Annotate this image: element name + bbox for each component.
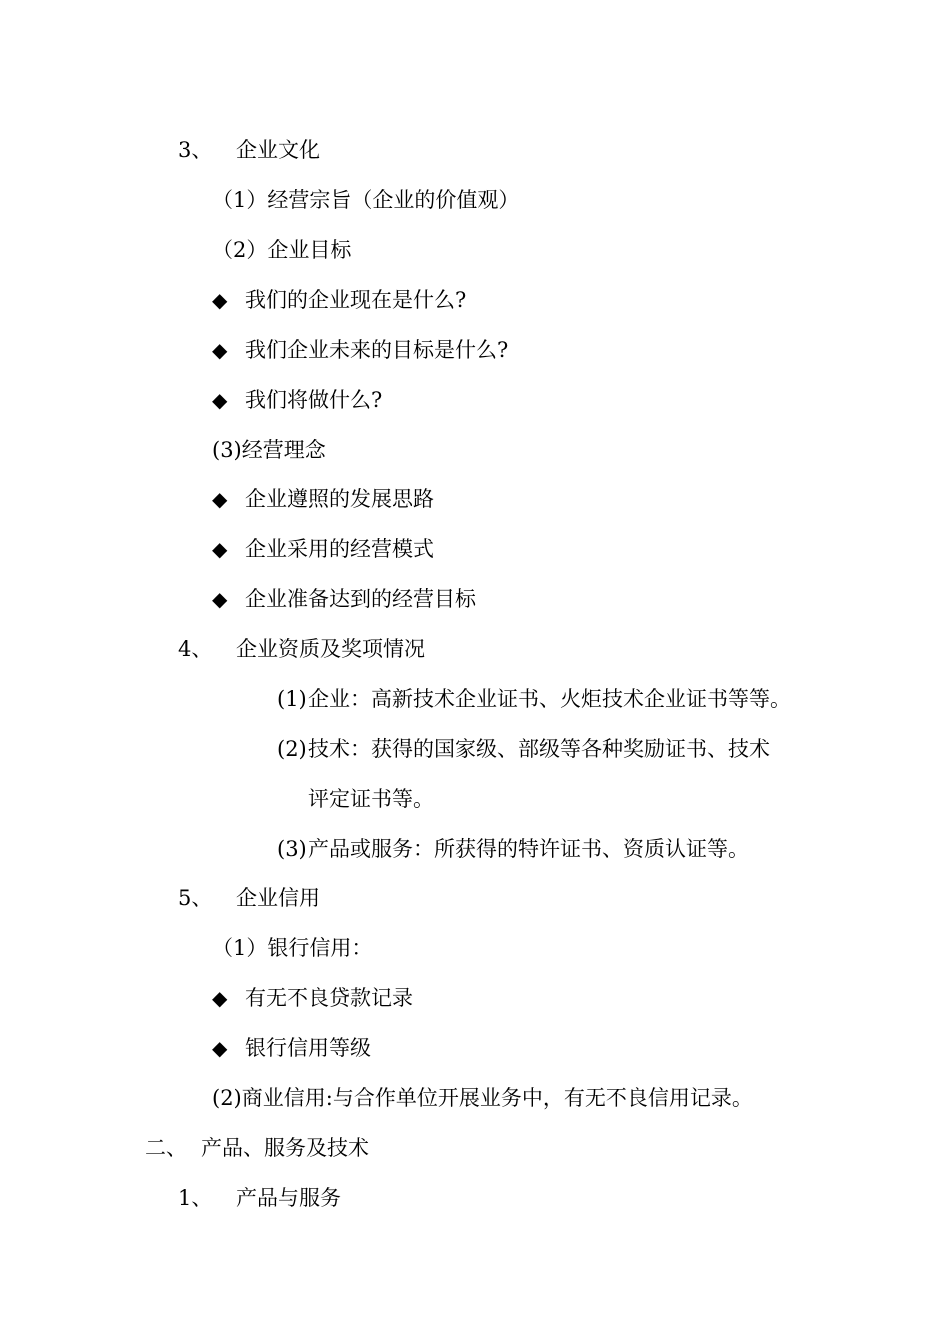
diamond-bullet-icon: ◆ xyxy=(212,288,228,312)
bullet-text: 企业采用的经营模式 xyxy=(245,537,434,561)
diamond-bullet-icon: ◆ xyxy=(212,1036,228,1060)
diamond-bullet-icon: ◆ xyxy=(212,338,228,362)
section-number: 5、 xyxy=(178,886,213,910)
diamond-bullet-icon: ◆ xyxy=(212,587,228,611)
bullet-text: 有无不良贷款记录 xyxy=(245,986,413,1010)
numbered-item-number: (3) xyxy=(277,837,307,861)
numbered-item-text: 产品或服务：所获得的特许证书、资质认证等。 xyxy=(308,837,749,861)
numbered-item-number: (1) xyxy=(277,687,307,711)
diamond-bullet-icon: ◆ xyxy=(212,986,228,1010)
subsection-item: （1）银行信用： xyxy=(212,936,373,960)
section-heading xyxy=(178,136,212,164)
bullet-text: 我们将做什么? xyxy=(245,388,383,412)
section-number: 1、 xyxy=(178,1186,213,1210)
numbered-item-text: 企业：高新技术企业证书、火炬技术企业证书等等。 xyxy=(308,687,791,711)
diamond-bullet-icon: ◆ xyxy=(212,388,228,412)
section-title: 企业资质及奖项情况 xyxy=(236,637,425,661)
diamond-bullet-icon: ◆ xyxy=(212,487,228,511)
subsection-item: (3)经营理念 xyxy=(212,438,326,462)
bullet-text: 我们企业未来的目标是什么? xyxy=(245,338,509,362)
bullet-text: 银行信用等级 xyxy=(245,1036,371,1060)
subsection-item: （1）经营宗旨（企业的价值观） xyxy=(212,188,520,212)
bullet-text: 我们的企业现在是什么? xyxy=(245,288,467,312)
chapter-number: 二、 xyxy=(145,1136,187,1160)
section-number: 4、 xyxy=(178,637,213,661)
bullet-text: 企业准备达到的经营目标 xyxy=(245,587,476,611)
subsection-item: (2)商业信用:与合作单位开展业务中，有无不良信用记录。 xyxy=(212,1086,753,1110)
section-title: 产品与服务 xyxy=(236,1186,341,1210)
numbered-item-text-continued: 评定证书等。 xyxy=(308,787,434,811)
chapter-title: 产品、服务及技术 xyxy=(201,1136,369,1160)
bullet-text: 企业遵照的发展思路 xyxy=(245,487,434,511)
section-number: 3、 xyxy=(178,138,213,162)
diamond-bullet-icon: ◆ xyxy=(212,537,228,561)
subsection-item: （2）企业目标 xyxy=(212,238,352,262)
numbered-item-number: (2) xyxy=(277,737,307,761)
section-title: 企业信用 xyxy=(236,886,320,910)
numbered-item-text: 技术：获得的国家级、部级等各种奖励证书、技术 xyxy=(308,737,770,761)
section-title: 企业文化 xyxy=(236,138,320,162)
